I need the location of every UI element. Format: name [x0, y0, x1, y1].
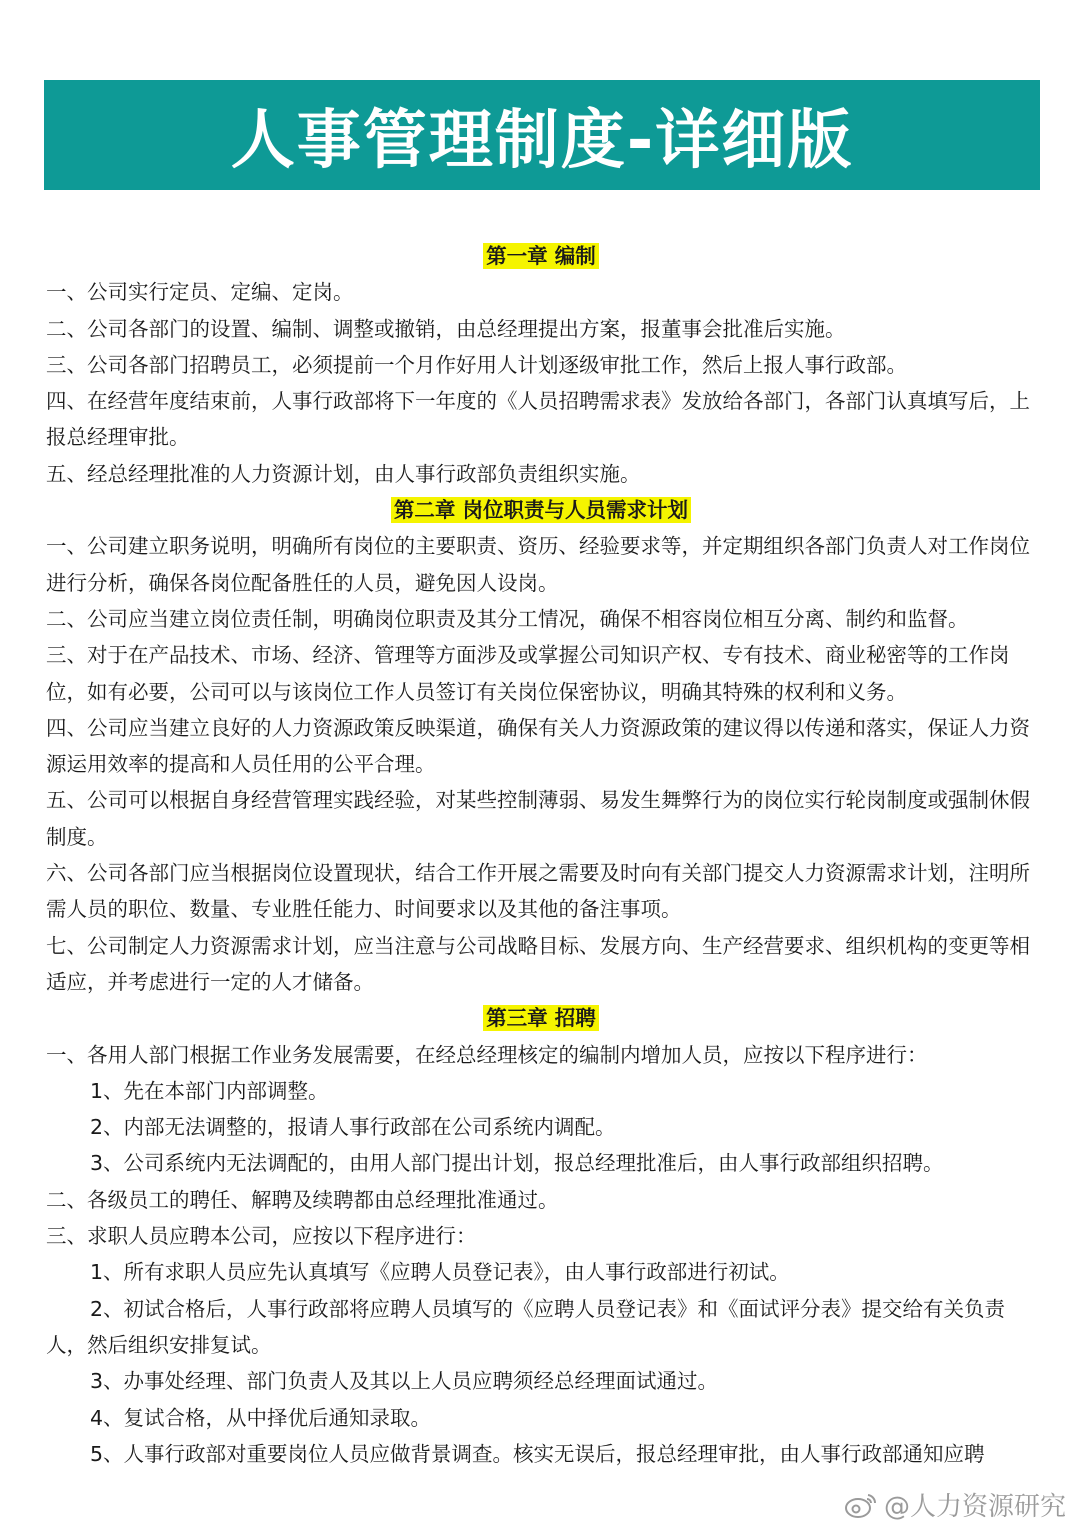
paragraph: 七、公司制定人力资源需求计划，应当注意与公司战略目标、发展方向、生产经营要求、组织机构的变更等相适应，并考虑进行一定的人才储备。 — [46, 933, 1030, 994]
weibo-icon — [844, 1491, 878, 1519]
document-body — [46, 238, 1036, 1472]
chapter-1-heading: 第一章 编制 — [483, 243, 599, 269]
sub-item: 4、复试合格，从中择优后通知录取。 — [90, 1405, 432, 1430]
paragraph: 二、公司各部门的设置、编制、调整或撤销，由总经理提出方案，报董事会批准后实施。 — [46, 316, 846, 341]
paragraph: 一、各用人部门根据工作业务发展需要，在经总经理核定的编制内增加人员，应按以下程序进行： — [46, 1042, 928, 1067]
paragraph: 三、对于在产品技术、市场、经济、管理等方面涉及或掌握公司知识产权、专有技术、商业秘密等的工作岗位，如有必要，公司可以与该岗位工作人员签订有关岗位保密协议，明确其特殊的权利和义务。 — [46, 643, 1010, 704]
paragraph: 三、求职人员应聘本公司，应按以下程序进行： — [46, 1224, 477, 1249]
paragraph: 二、公司应当建立岗位责任制，明确岗位职责及其分工情况，确保不相容岗位相互分离、制约和监督。 — [46, 606, 969, 631]
chapter-heading — [46, 238, 1036, 274]
chapter-3-heading: 第三章 招聘 — [483, 1005, 599, 1031]
sub-item: 5、人事行政部对重要岗位人员应做背景调查。核实无误后，报总经理审批，由人事行政部通知应聘 — [90, 1441, 985, 1466]
sub-item: 2、初试合格后，人事行政部将应聘人员填写的《应聘人员登记表》和《面试评分表》提交给有关负责人，然后组织安排复试。 — [46, 1296, 1006, 1357]
paragraph: 六、公司各部门应当根据岗位设置现状，结合工作开展之需要及时向有关部门提交人力资源需求计划，注明所需人员的职位、数量、专业胜任能力、时间要求以及其他的备注事项。 — [46, 861, 1030, 922]
paragraph: 五、公司可以根据自身经营管理实践经验，对某些控制薄弱、易发生舞弊行为的岗位实行轮岗制度或强制休假制度。 — [46, 788, 1030, 849]
sub-item: 3、办事处经理、部门负责人及其以上人员应聘须经总经理面试通过。 — [90, 1369, 719, 1394]
chapter-heading — [46, 1000, 1036, 1036]
chapter-heading — [46, 492, 1036, 528]
paragraph: 三、公司各部门招聘员工，必须提前一个月作好用人计划逐级审批工作，然后上报人事行政部。 — [46, 352, 907, 377]
sub-item: 3、公司系统内无法调配的，由用人部门提出计划，报总经理批准后，由人事行政部组织招聘。 — [90, 1151, 944, 1176]
paragraph: 一、公司实行定员、定编、定岗。 — [46, 280, 354, 305]
sub-item: 1、先在本部门内部调整。 — [90, 1078, 329, 1103]
chapter-2-heading: 第二章 岗位职责与人员需求计划 — [391, 497, 691, 523]
watermark — [844, 1486, 1066, 1523]
title-banner — [44, 80, 1040, 190]
watermark-text: @人力资源研究 — [883, 1492, 1066, 1522]
paragraph: 五、经总经理批准的人力资源计划，由人事行政部负责组织实施。 — [46, 461, 641, 486]
paragraph: 一、公司建立职务说明，明确所有岗位的主要职责、资历、经验要求等，并定期组织各部门负责人对工作岗位进行分析，确保各岗位配备胜任的人员，避免因人设岗。 — [46, 534, 1030, 595]
page-title: 人事管理制度-详细版 — [230, 104, 854, 178]
sub-item: 2、内部无法调整的，报请人事行政部在公司系统内调配。 — [90, 1115, 616, 1140]
paragraph: 二、各级员工的聘任、解聘及续聘都由总经理批准通过。 — [46, 1187, 559, 1212]
sub-item: 1、所有求职人员应先认真填写《应聘人员登记表》，由人事行政部进行初试。 — [90, 1260, 790, 1285]
paragraph: 四、公司应当建立良好的人力资源政策反映渠道，确保有关人力资源政策的建议得以传递和落实，保证人力资源运用效率的提高和人员任用的公平合理。 — [46, 715, 1030, 777]
paragraph: 四、在经营年度结束前，人事行政部将下一年度的《人员招聘需求表》发放给各部门，各部门认真填写后，上报总经理审批。 — [46, 389, 1030, 450]
